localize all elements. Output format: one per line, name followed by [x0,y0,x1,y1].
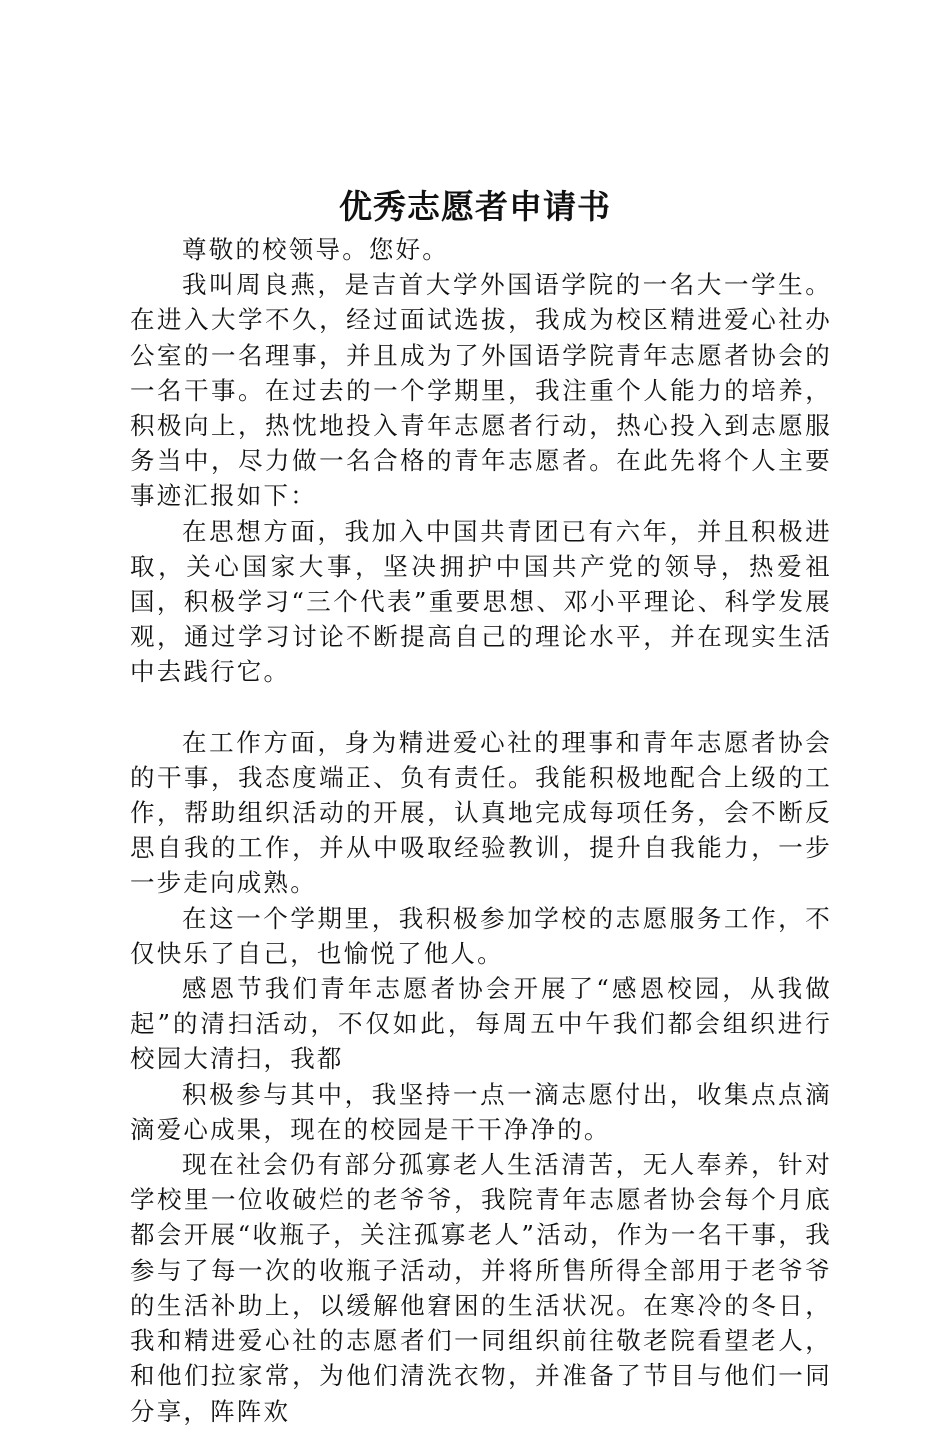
participation-paragraph: 积极参与其中，我坚持一点一滴志愿付出，收集点点滴滴爱心成果，现在的校园是干干净净的。 [130,1079,832,1144]
document-title: 优秀志愿者申请书 [339,187,611,226]
thanksgiving-cleaning-paragraph: 感恩节我们青年志愿者协会开展了“感恩校园，从我做起”的清扫活动，不仅如此，每周五中午我们都会组织进行校园大清扫，我都 [130,974,832,1074]
work-paragraph: 在工作方面，身为精进爱心社的理事和青年志愿者协会的干事，我态度端正、负有责任。我能积极地配合上级的工作，帮助组织活动的开展，认真地完成每项任务，会不断反思自我的工作，并从中吸取经验教训，提升自我能力，一步一步走向成熟。 [130,727,832,898]
salutation-paragraph: 尊敬的校领导。您好。 [182,235,449,264]
document-body [130,232,832,1429]
volunteer-service-paragraph: 在这一个学期里，我积极参加学校的志愿服务工作，不仅快乐了自己，也愉悦了他人。 [130,903,832,968]
introduction-paragraph: 我叫周良燕，是吉首大学外国语学院的一名大一学生。在进入大学不久，经过面试选拔，我成为校区精进爱心社办公室的一名理事，并且成为了外国语学院青年志愿者协会的一名干事。在过去的一个学期里，我注重个人能力的培养，积极向上，热忱地投入青年志愿者行动，热心投入到志愿服务当中，尽力做一名合格的青年志愿者。在此先将个人主要事迹汇报如下： [130,270,832,511]
elderly-care-paragraph: 现在社会仍有部分孤寡老人生活清苦，无人奉养，针对学校里一位收破烂的老爷爷，我院青年志愿者协会每个月底都会开展“收瓶子，关注孤寡老人”活动，作为一名干事，我参与了每一次的收瓶子活动，并将所售所得全部用于老爷爷的生活补助上，以缓解他窘困的生活状况。在寒冷的冬日，我和精进爱心社的志愿者们一同组织前往敬老院看望老人，和他们拉家常，为他们清洗衣物，并准备了节目与他们一同分享，阵阵欢 [130,1150,832,1426]
ideology-paragraph: 在思想方面，我加入中国共青团已有六年，并且积极进取，关心国家大事，坚决拥护中国共产党的领导，热爱祖国，积极学习“三个代表”重要思想、邓小平理论、科学发展观，通过学习讨论不断提高自己的理论水平，并在现实生活中去践行它。 [130,516,832,687]
